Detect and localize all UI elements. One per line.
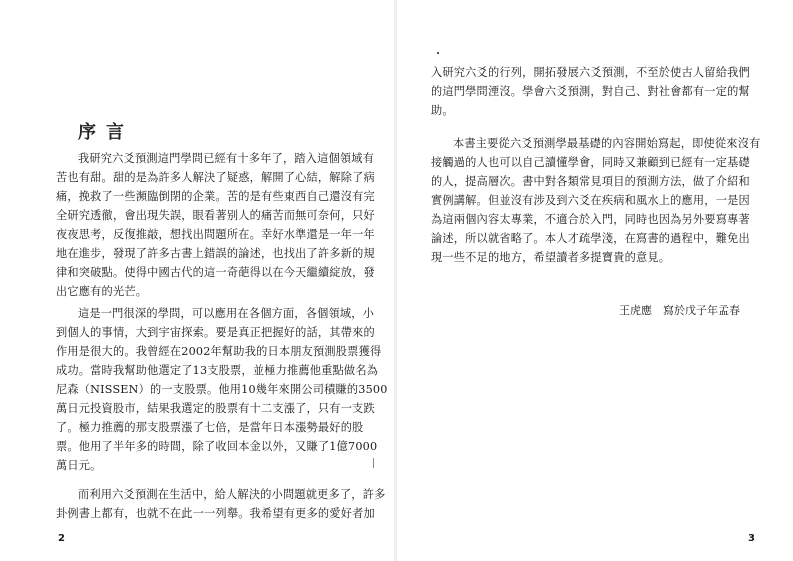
page-number: 2: [58, 533, 65, 544]
text-line: 接觸過的人也可以自己讀懂學會，同時又兼顧到已經有一定基礎: [431, 156, 750, 169]
left-page: [0, 0, 396, 561]
right-page: [396, 0, 793, 561]
author-signature: 王虎應 寫於戊子年孟春: [619, 304, 740, 317]
text-line: 萬日元投資股市，結果我選定的股票有十二支漲了，只有一支跌: [56, 402, 375, 415]
text-line: 本書主要從六爻預測學最基礎的內容開始寫起，即使從來沒有: [453, 137, 761, 150]
preface-title: 序言: [78, 122, 134, 143]
text-line: 了。極力推薦的那支股票漲了七倍，是當年日本漲勢最好的股: [56, 421, 364, 434]
scan-mark: [373, 458, 374, 468]
text-line: 痛，挽救了一些瀕臨倒閉的企業。苦的是有些東西自己還沒有完: [56, 190, 375, 203]
text-line: 而利用六爻預測在生活中，給人解決的小問題就更多了，許多: [78, 488, 386, 501]
text-line: 現一些不足的地方，希望讀者多提寶貴的意見。: [431, 251, 671, 264]
text-line: 這是一門很深的學問，可以應用在各個方面，各個領域，小: [78, 307, 375, 320]
text-line: 到個人的事情，大到宇宙探索。要是真正把握好的話，其帶來的: [56, 326, 375, 339]
text-line: 票。他用了半年多的時間，除了收回本金以外，又賺了1億7000: [56, 440, 378, 453]
text-line: 的人，提高層次。書中對各類常見項目的預測方法，做了介紹和: [431, 175, 750, 188]
text-line: 作用是很大的。我曾經在2002年幫助我的日本朋友預測股票獲得: [56, 345, 382, 358]
text-line: 論述，所以就省略了。本人才疏學淺，在寫書的過程中，難免出: [431, 232, 750, 245]
text-line: 夜夜思考，反復推敲，想找出問題所在。幸好水準還是一年一年: [56, 228, 375, 241]
text-line: 實例講解。但並沒有涉及到六爻在疾病和風水上的應用，一是因: [431, 194, 750, 207]
paragraph-1: [56, 149, 375, 301]
text-line: 的這門學問湮沒。學會六爻預測，對自己、對社會都有一定的幫: [431, 85, 750, 98]
text-line: 尼森（NISSEN）的一支股票。他用10幾年來開公司積賺的3500: [56, 383, 388, 396]
text-line: 苦也有甜。甜的是為許多人解決了疑惑，解開了心結，解除了病: [56, 171, 375, 184]
scan-mark: [437, 52, 439, 54]
paragraph-5: [431, 134, 760, 267]
text-line: 我研究六爻預測這門學問已經有十多年了，踏入這個領域有: [78, 152, 375, 165]
text-line: 為這兩個內容太專業，不適合於入門，同時也因為另外要寫專著: [431, 213, 750, 226]
text-line: 出它應有的光芒。: [56, 285, 148, 298]
text-line: 萬日元。: [56, 459, 102, 472]
text-line: 入研究六爻的行列，開拓發展六爻預測，不至於使古人留給我們: [431, 66, 750, 79]
text-line: 助。: [431, 104, 454, 117]
paragraph-2: [56, 304, 388, 475]
text-line: 卦例書上都有，也就不在此一一列舉。我希望有更多的愛好者加: [56, 507, 375, 520]
paragraph-3: [56, 485, 385, 523]
paragraph-4: [431, 63, 750, 120]
text-line: 全研究透徹，會出現失誤，眼看著别人的痛苦而無可奈何，只好: [56, 209, 375, 222]
text-line: 成功。當時我幫助他選定了13支股票，並極力推薦他重點做名為: [56, 364, 379, 377]
text-line: 律和突破點。使得中國古代的這一奇葩得以在今天繼續綻放，發: [56, 266, 375, 279]
text-line: 地在進步，發現了許多古書上錯誤的論述，也找出了許多新的規: [56, 247, 375, 260]
page-number: 3: [748, 533, 755, 544]
